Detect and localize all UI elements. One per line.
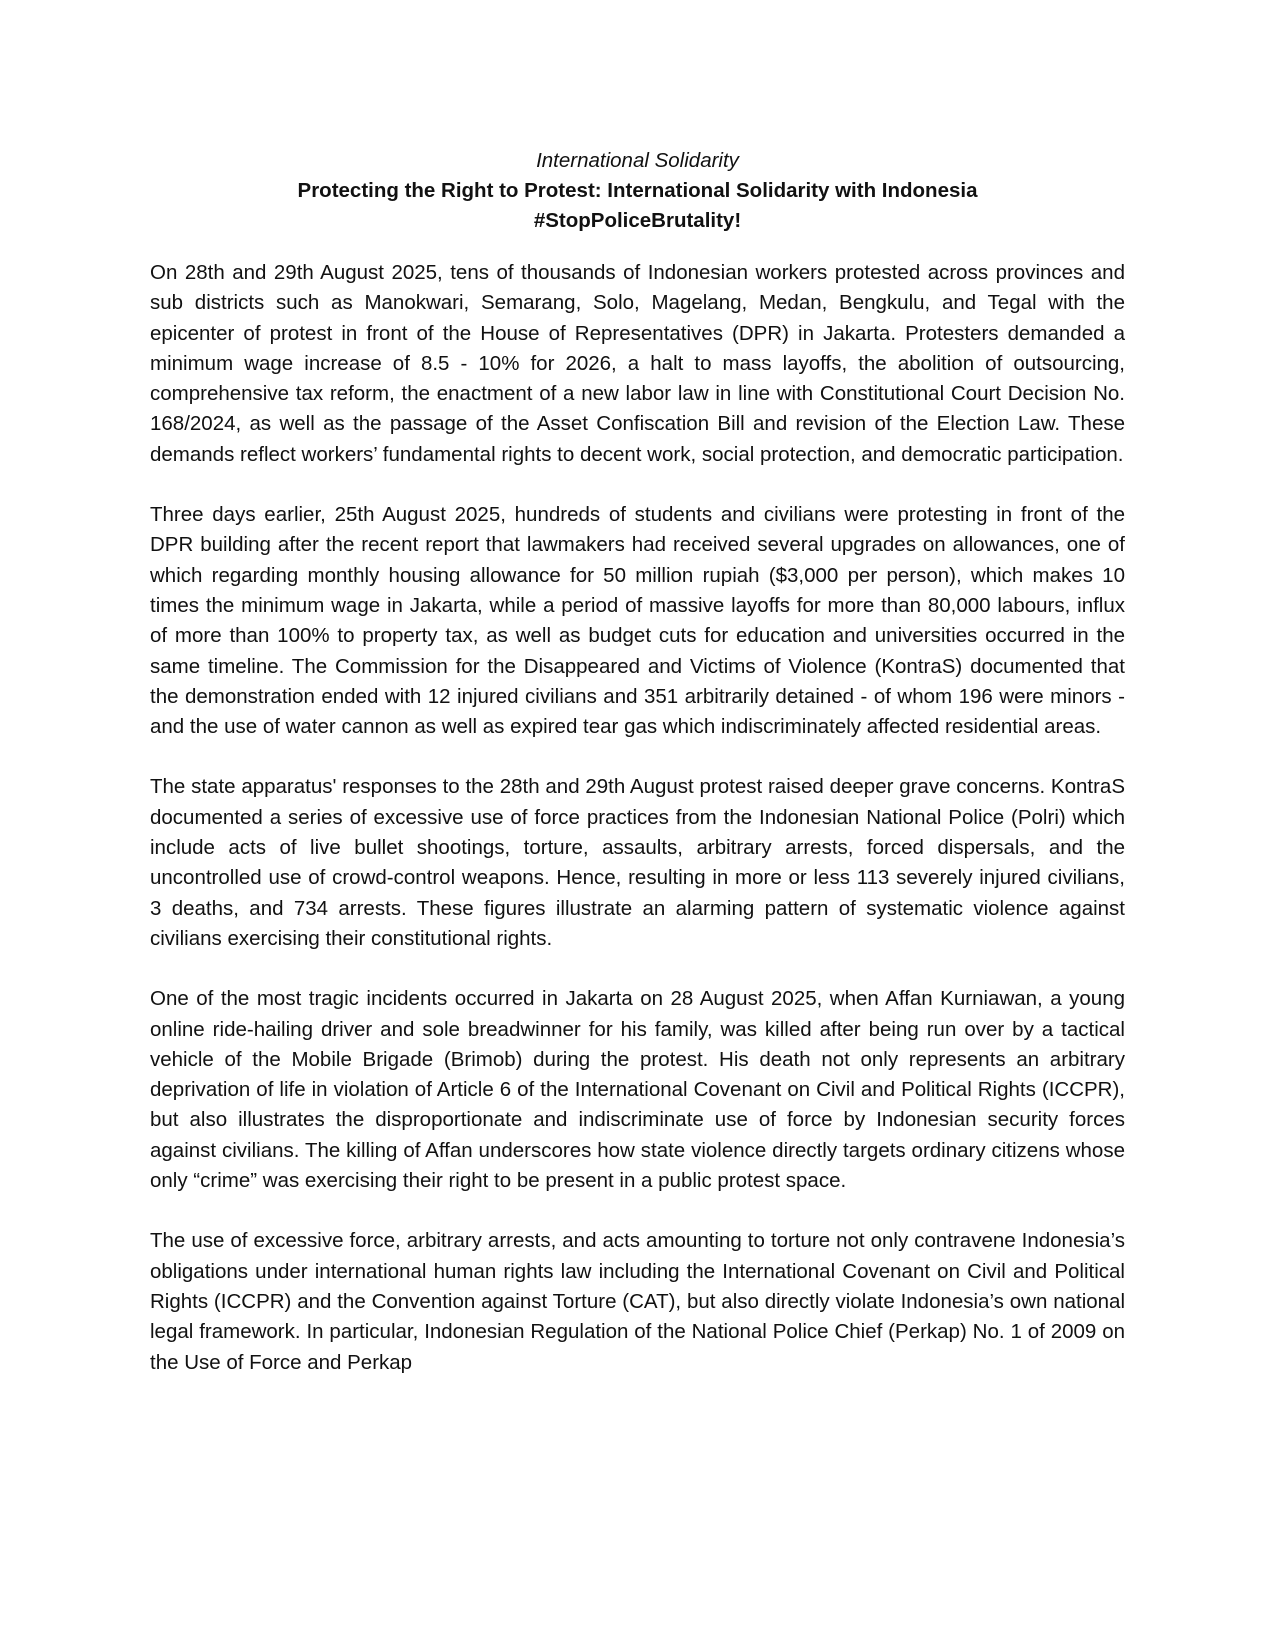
paragraph-4: One of the most tragic incidents occurred in Jakarta on 28 August 2025, when Affan Kurniawan, a young online ride-hailing driver and sole breadwinner for his family, was killed after being run over by a tactical vehicle of the Mobile Brigade (Brimob) during the protest. His death not only represents an arbitrary deprivation of life in violation of Article 6 of the International Covenant on Civil and Political Rights (ICCPR), but also illustrates the disproportionate and indiscriminate use of force by Indonesian security forces against civilians. The killing of Affan underscores how state violence directly targets ordinary citizens whose only “crime” was exercising their right to be present in a public protest space. [150,987,1125,1193]
document-content [150,146,1125,1378]
document-kicker: International Solidarity [536,149,739,172]
paragraph-3: The state apparatus' responses to the 28th and 29th August protest raised deeper grave concerns. KontraS documented a series of excessive use of force practices from the Indonesian National Police (Polri) which include acts of live bullet shootings, torture, assaults, arbitrary arrests, forced dispersals, and the uncontrolled use of crowd-control weapons. Hence, resulting in more or less 113 severely injured civilians, 3 deaths, and 734 arrests. These figures illustrate an alarming pattern of systematic violence against civilians exercising their constitutional rights. [150,775,1125,950]
paragraph-5: The use of excessive force, arbitrary arrests, and acts amounting to torture not only contravene Indonesia’s obligations under international human rights law including the International Covenant on Civil and Political Rights (ICCPR) and the Convention against Torture (CAT), but also directly violate Indonesia’s own national legal framework. In particular, Indonesian Regulation of the National Police Chief (Perkap) No. 1 of 2009 on the Use of Force and Perkap [150,1229,1125,1374]
document-title: Protecting the Right to Protest: International Solidarity with Indonesia [297,179,978,202]
document-hashtag: #StopPoliceBrutality! [533,209,742,232]
paragraph-1: On 28th and 29th August 2025, tens of thousands of Indonesian workers protested across provinces and sub districts such as Manokwari, Semarang, Solo, Magelang, Medan, Bengkulu, and Tegal with the epicenter of protest in front of the House of Representatives (DPR) in Jakarta. Protesters demanded a minimum wage increase of 8.5 - 10% for 2026, a halt to mass layoffs, the abolition of outsourcing, comprehensive tax reform, the enactment of a new labor law in line with Constitutional Court Decision No. 168/2024, as well as the passage of the Asset Confiscation Bill and revision of the Election Law. These demands reflect workers’ fundamental rights to decent work, social protection, and democratic participation. [150,261,1125,466]
paragraph-2: Three days earlier, 25th August 2025, hundreds of students and civilians were protesting in front of the DPR building after the recent report that lawmakers had received several upgrades on allowances, one of which regarding monthly housing allowance for 50 million rupiah ($3,000 per person), which makes 10 times the minimum wage in Jakarta, while a period of massive layoffs for more than 80,000 labours, influx of more than 100% to property tax, as well as budget cuts for education and universities occurred in the same timeline. The Commission for the Disappeared and Victims of Violence (KontraS) documented that the demonstration ended with 12 injured civilians and 351 arbitrarily detained - of whom 196 were minors - and the use of water cannon as well as expired tear gas which indiscriminately affected residential areas. [150,503,1125,739]
document-header [150,146,1125,236]
